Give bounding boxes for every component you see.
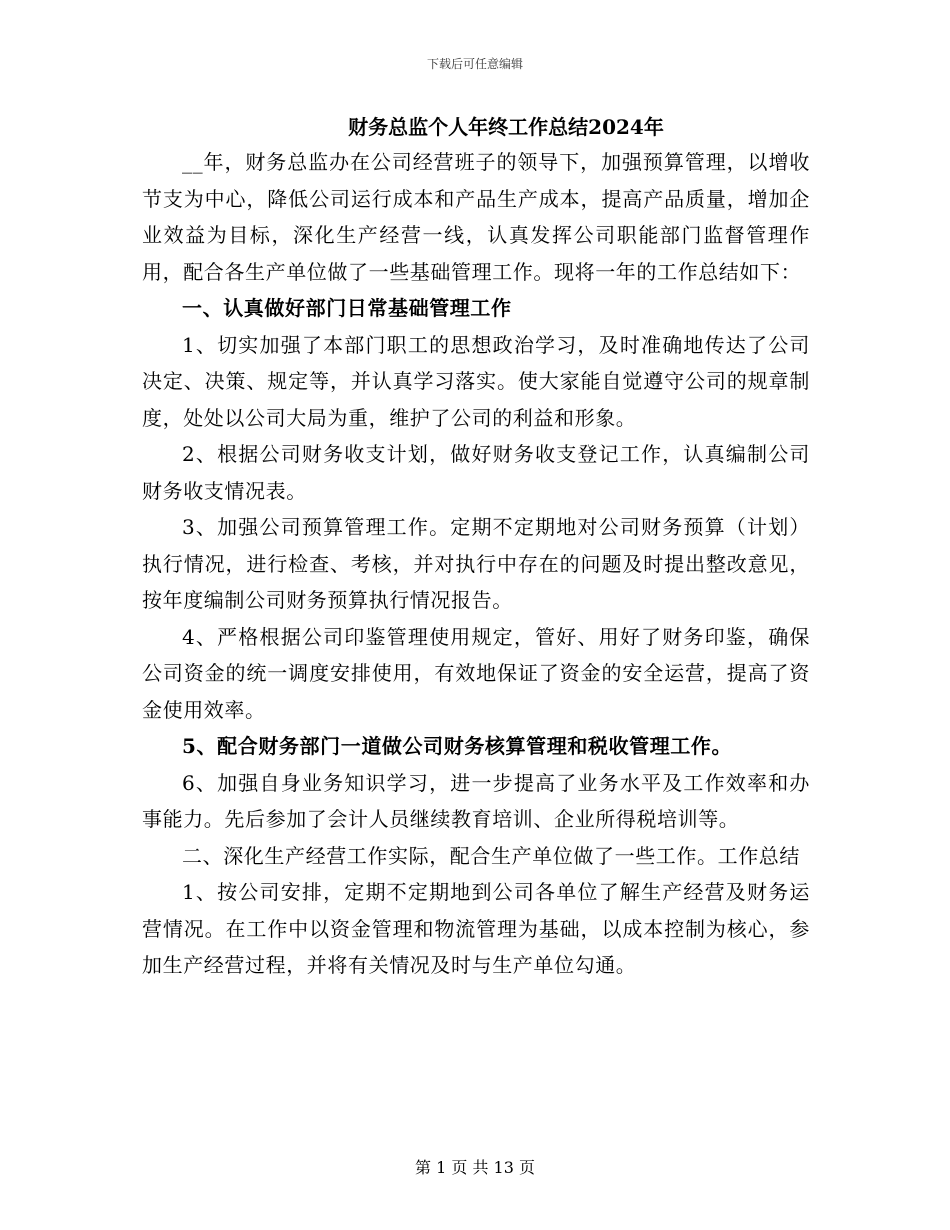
paragraph-intro: __年，财务总监办在公司经营班子的领导下，加强预算管理，以增收节支为中心，降低公司运行成本和产品生产成本，提高产品质量，增加企业效益为目标，深化生产经营一线，认真发挥公司职能部门监督管理作用，配合各生产单位做了一些基础管理工作。现将一年的工作总结如下： xyxy=(142,150,810,284)
paragraph-item-2: 2、根据公司财务收支计划，做好财务收支登记工作，认真编制公司财务收支情况表。 xyxy=(142,442,810,503)
paragraph-section2-item-1: 1、按公司安排，定期不定期地到公司各单位了解生产经营及财务运营情况。在工作中以资金管理和物流管理为基础，以成本控制为核心，参加生产经营过程，并将有关情况及时与生产单位勾通。 xyxy=(142,880,810,977)
page-header-note: 下载后可任意编辑 xyxy=(426,57,523,71)
document-body xyxy=(142,112,810,984)
paragraph-item-5: 5、配合财务部门一道做公司财务核算管理和税收管理工作。 xyxy=(182,734,733,758)
document-title: 财务总监个人年终工作总结2024年 xyxy=(348,115,664,139)
paragraph-item-3: 3、加强公司预算管理工作。定期不定期地对公司财务预算（计划）执行情况，进行检查、考核，并对执行中存在的问题及时提出整改意见，按年度编制公司财务预算执行情况报告。 xyxy=(142,515,810,612)
section-heading-1: 一、认真做好部门日常基础管理工作 xyxy=(182,296,512,320)
section-heading-2: 二、深化生产经营工作实际，配合生产单位做了一些工作。工作总结 xyxy=(182,843,800,868)
page-footer-number: 第 1 页 共 13 页 xyxy=(415,1158,535,1177)
paragraph-item-1: 1、切实加强了本部门职工的思想政治学习，及时准确地传达了公司决定、决策、规定等，并认真学习落实。使大家能自觉遵守公司的规章制度，处处以公司大局为重，维护了公司的利益和形象。 xyxy=(142,332,810,430)
paragraph-item-4: 4、严格根据公司印鉴管理使用规定，管好、用好了财务印鉴，确保公司资金的统一调度安排使用，有效地保证了资金的安全运营，提高了资金使用效率。 xyxy=(142,624,810,722)
paragraph-item-6: 6、加强自身业务知识学习，进一步提高了业务水平及工作效率和办事能力。先后参加了会计人员继续教育培训、企业所得税培训等。 xyxy=(142,770,810,831)
